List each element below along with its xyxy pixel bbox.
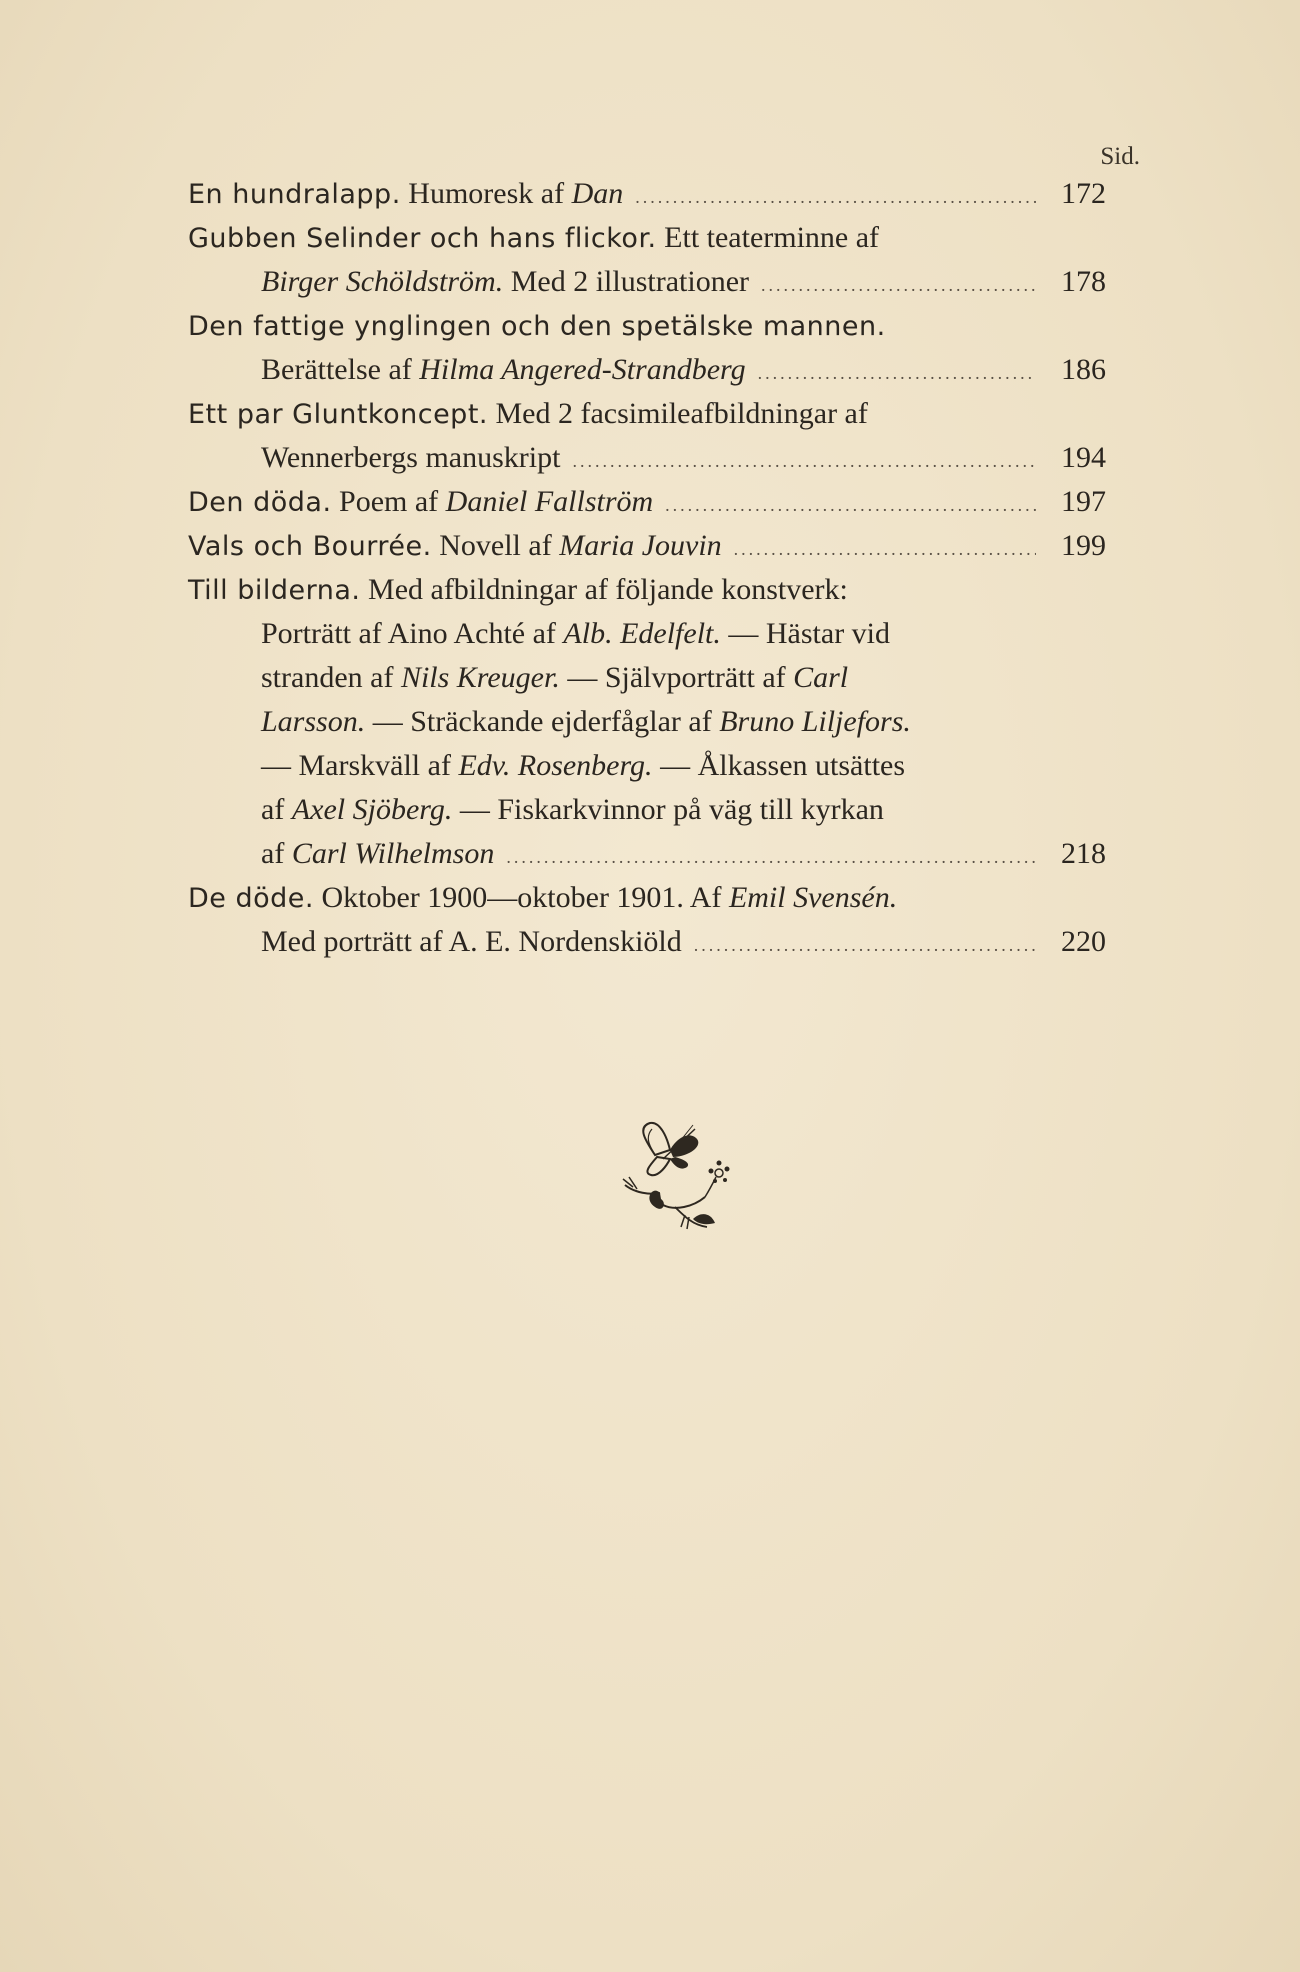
toc-author: Hilma Angered-Strandberg [419, 353, 746, 386]
page-column-label: Sid. [1100, 143, 1140, 170]
toc-continuation-line [188, 832, 1106, 876]
toc-page-number: 218 [1061, 837, 1106, 870]
toc-title: En hundralapp. [188, 179, 401, 210]
toc-continuation-line [188, 788, 1106, 832]
toc-continuation-line [188, 920, 1106, 964]
toc-title: Gubben Selinder och hans flickor. [188, 223, 657, 254]
toc-entry-text [188, 392, 868, 437]
toc-author: Edv. Rosenberg. [458, 749, 653, 782]
toc-text: Porträtt af Aino Achté af [261, 617, 564, 650]
toc-text: Ett teaterminne af [656, 221, 880, 254]
toc-author: Larsson. [261, 705, 366, 738]
toc-entry-line [188, 480, 1106, 524]
toc-page-number: 197 [1061, 485, 1106, 518]
toc-text: Berättelse af [261, 353, 420, 386]
butterfly-flower-vignette-icon [615, 1115, 750, 1230]
toc-text: Poem af [331, 485, 446, 518]
toc-text: Oktober 1900—oktober 1901. Af [313, 881, 729, 914]
toc-text: Med 2 illustrationer [503, 265, 750, 298]
toc-page-number: 172 [1061, 177, 1106, 210]
toc-entry-line [188, 304, 1106, 348]
toc-author: Birger Schöldström. [261, 265, 504, 298]
toc-text: stranden af [261, 661, 401, 694]
toc-entry-text [261, 656, 848, 700]
toc-page-number: 199 [1061, 529, 1106, 562]
toc-text: Wennerbergs manuskript [261, 441, 561, 474]
toc-text: Novell af [431, 529, 560, 562]
toc-entry-text [261, 832, 494, 876]
toc-title: Vals och Bourrée. [188, 531, 432, 562]
toc-page-number: 186 [1061, 353, 1106, 386]
toc-entry-line [188, 524, 1106, 568]
toc-page-number: 220 [1061, 925, 1106, 958]
toc-title: De döde. [188, 883, 314, 914]
toc-continuation-line [188, 612, 1106, 656]
toc-author: Axel Sjöberg. [291, 793, 453, 826]
dot-leader [761, 263, 1036, 307]
toc-title: Den fattige ynglingen och den spetälske mannen. [188, 311, 886, 342]
toc-author: Carl Wilhelmson [291, 837, 495, 870]
toc-text: — Marskväll af [261, 749, 459, 782]
toc-entry-text [188, 172, 623, 217]
dot-leader [665, 483, 1036, 527]
toc-entry-text [261, 436, 560, 480]
toc-text: — Hästar vid [720, 617, 891, 650]
toc-title: Den döda. [188, 487, 332, 518]
toc-entry-line [188, 392, 1106, 436]
toc-text: — Sträckande ejderfåglar af [365, 705, 720, 738]
toc-text: af [261, 837, 292, 870]
toc-title: Till bilderna. [188, 575, 361, 606]
toc-author: Carl [793, 661, 849, 694]
toc-entry-line [188, 876, 1106, 920]
toc-entry-text [261, 788, 884, 832]
toc-entry-text [188, 216, 879, 261]
toc-text: — Ålkassen utsättes [652, 749, 906, 782]
toc-entry-line [188, 568, 1106, 612]
dot-leader [758, 351, 1036, 395]
toc-entry-text [188, 876, 897, 921]
toc-entry-text [188, 524, 722, 569]
toc-continuation-line [188, 700, 1106, 744]
toc-entry-text [261, 744, 905, 788]
toc-entry-text [261, 920, 682, 964]
toc-author: Maria Jouvin [559, 529, 722, 562]
toc-entry-text [261, 260, 749, 304]
toc-entry-text [261, 700, 911, 744]
toc-author: Emil Svensén. [728, 881, 898, 914]
toc-author: Nils Kreuger. [400, 661, 560, 694]
toc-text: Med 2 facsimileafbildningar af [488, 397, 868, 430]
toc-text: af [261, 793, 292, 826]
toc-entry-line [188, 172, 1106, 216]
toc-continuation-line [188, 744, 1106, 788]
toc-text: Med porträtt af A. E. Nordenskiöld [261, 925, 682, 958]
toc-text: — Fiskarkvinnor på väg till kyrkan [452, 793, 884, 826]
toc-text: Med afbildningar af följande konstverk: [360, 573, 848, 606]
dot-leader [694, 923, 1036, 967]
toc-entry-line [188, 216, 1106, 260]
toc-author: Alb. Edelfelt. [563, 617, 721, 650]
toc-entry-text [188, 568, 848, 613]
dot-leader [572, 439, 1036, 483]
toc-entry-text [188, 480, 653, 525]
toc-entry-text [188, 304, 886, 349]
dot-leader [635, 175, 1036, 219]
toc-page-number: 178 [1061, 265, 1106, 298]
dot-leader [734, 527, 1036, 571]
toc-text: — Självporträtt af [559, 661, 794, 694]
toc-continuation-line [188, 260, 1106, 304]
toc-continuation-line [188, 436, 1106, 480]
toc-author: Dan [571, 177, 624, 210]
toc-page-number: 194 [1061, 441, 1106, 474]
table-of-contents [188, 172, 1106, 964]
toc-author: Daniel Fallström [445, 485, 654, 518]
toc-text: Humoresk af [400, 177, 572, 210]
toc-author: Bruno Liljefors. [719, 705, 911, 738]
dot-leader [506, 835, 1036, 879]
toc-continuation-line [188, 348, 1106, 392]
toc-entry-text [261, 612, 890, 656]
toc-title: Ett par Gluntkoncept. [188, 399, 488, 430]
toc-continuation-line [188, 656, 1106, 700]
toc-entry-text [261, 348, 746, 392]
